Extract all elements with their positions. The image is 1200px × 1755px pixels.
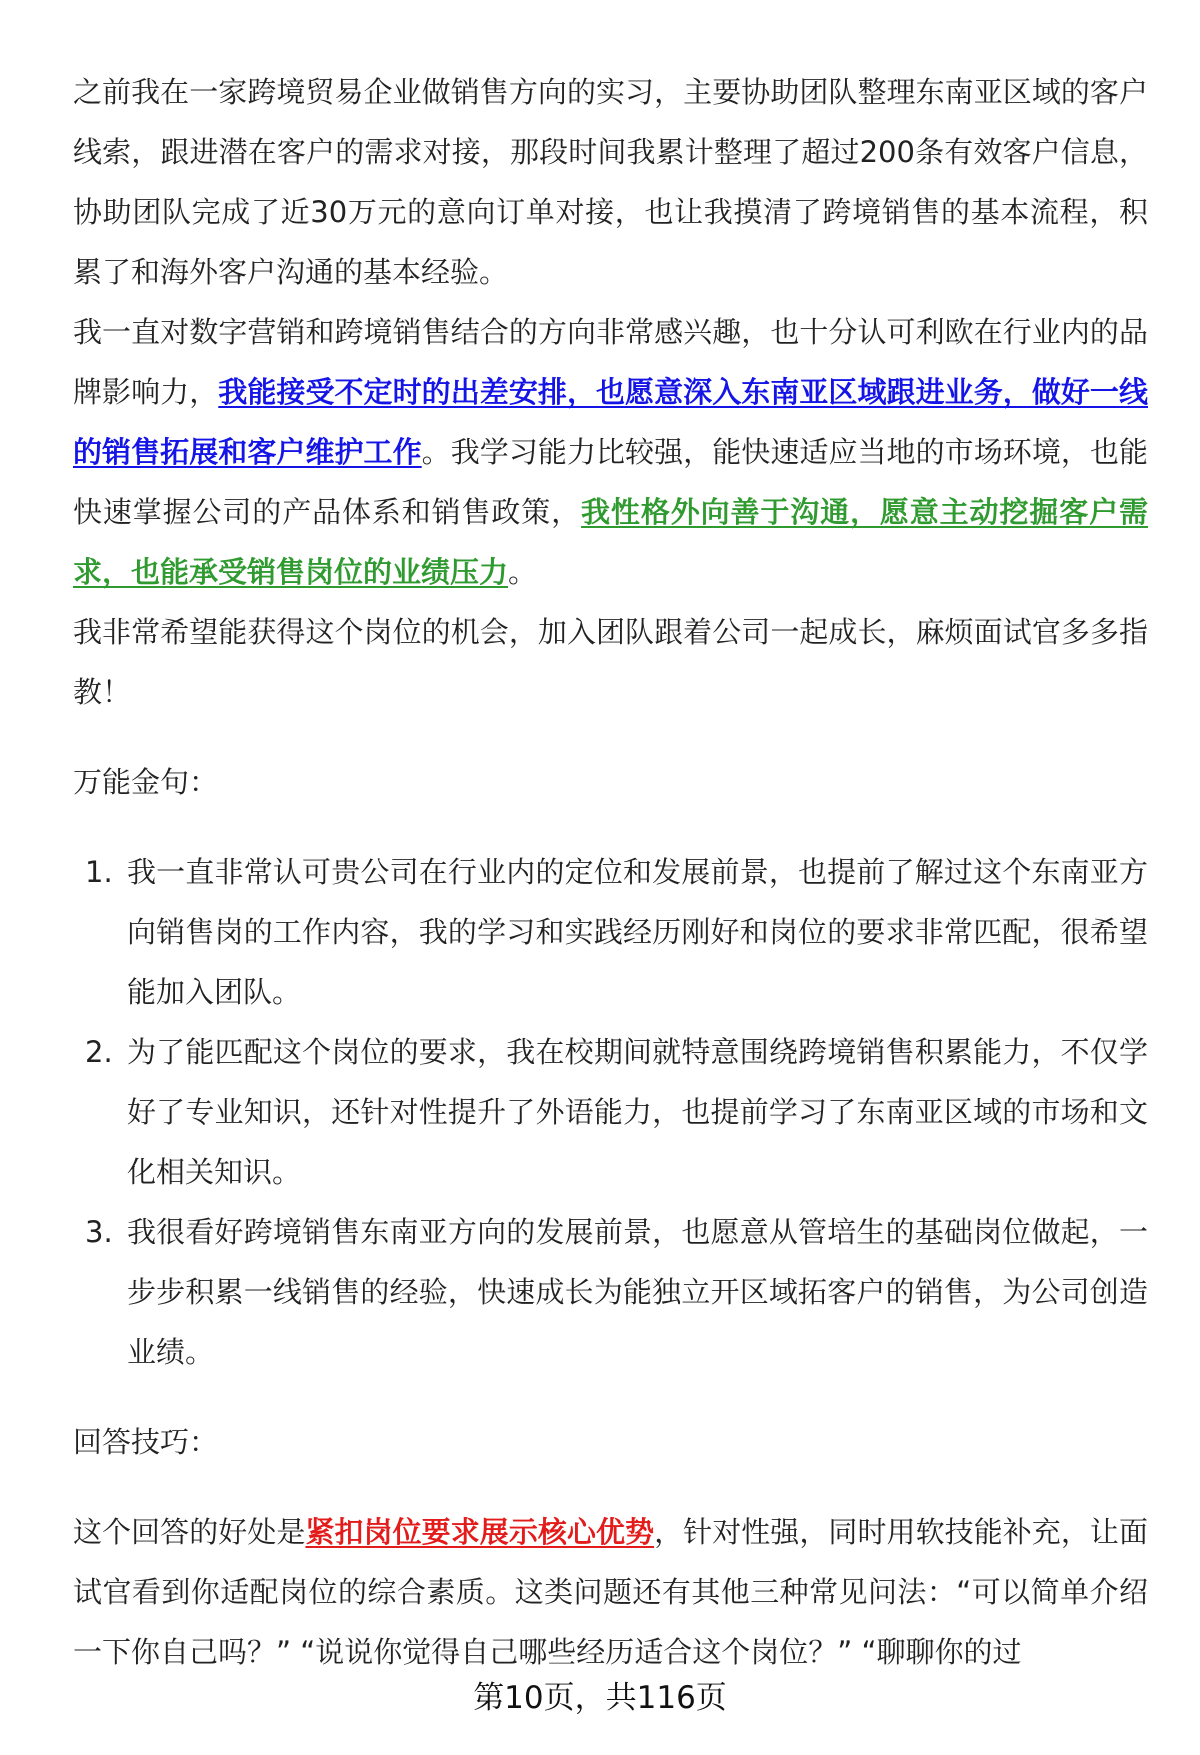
paragraph-interest-text-c: 。 (508, 555, 538, 589)
tips-text-a: 这个回答的好处是 (73, 1515, 306, 1549)
list-item-number: 2. (85, 1035, 113, 1069)
tips-text-b: ，针对性强，同时用软技能补充，让面试官看到你适配岗位的综合素质。这类问题还有其他三种常见问法：“可以简单介绍一下你自己吗？” “说说你觉得自己哪些经历适合这个岗位？” “聊聊你的过 (73, 1515, 1148, 1669)
paragraph-internship: 之前我在一家跨境贸易企业做销售方向的实习，主要协助团队整理东南亚区域的客户线索，跟进潜在客户的需求对接，那段时间我累计整理了超过200条有效客户信息，协助团队完成了近30万元的意向订单对接，也让我摸清了跨境销售的基本流程，积累了和海外客户沟通的基本经验。 (73, 75, 1148, 289)
paragraph-interest-text-a: 我一直对数字营销和跨境销售结合的方向非常感兴趣，也十分认可利欧在行业内的品牌影响力， (73, 315, 1148, 409)
paragraph-interest-text-b: 。我学习能力比较强，能快速适应当地的市场环境，也能快速掌握公司的产品体系和销售政策， (73, 435, 1148, 529)
paragraph-interest (73, 302, 1148, 602)
list-item-text: 我一直非常认可贵公司在行业内的定位和发展前景，也提前了解过这个东南亚方向销售岗的工作内容，我的学习和实践经历刚好和岗位的要求非常匹配，很希望能加入团队。 (127, 855, 1148, 1009)
page-number-footer: 第10页，共116页 (473, 1680, 727, 1716)
list-item-text: 为了能匹配这个岗位的要求，我在校期间就特意围绕跨境销售积累能力，不仅学好了专业知识，还针对性提升了外语能力，也提前学习了东南亚区域的市场和文化相关知识。 (127, 1035, 1148, 1189)
paragraph-closing: 我非常希望能获得这个岗位的机会，加入团队跟着公司一起成长，麻烦面试官多多指教！ (73, 615, 1148, 709)
list-item (73, 842, 1148, 1022)
tips-paragraph (73, 1502, 1148, 1682)
phrases-list (73, 842, 1148, 1382)
highlight-core-advantage: 紧扣岗位要求展示核心优势 (305, 1515, 655, 1549)
tips-heading: 回答技巧： (73, 1425, 219, 1459)
list-item (73, 1202, 1148, 1382)
highlight-travel-commitment: 我能接受不定时的出差安排，也愿意深入东南亚区域跟进业务，做好一线的销售拓展和客户维护工作 (73, 375, 1148, 469)
list-item (73, 1022, 1148, 1202)
list-item-number: 3. (85, 1215, 113, 1249)
list-item-number: 1. (85, 855, 113, 889)
document-page (73, 62, 1148, 1682)
list-item-text: 我很看好跨境销售东南亚方向的发展前景，也愿意从管培生的基础岗位做起，一步步积累一线销售的经验，快速成长为能独立开区域拓客户的销售，为公司创造业绩。 (127, 1215, 1148, 1369)
highlight-communication-strength: 我性格外向善于沟通，愿意主动挖掘客户需求，也能承受销售岗位的业绩压力 (73, 495, 1148, 589)
phrases-heading: 万能金句： (73, 765, 219, 799)
